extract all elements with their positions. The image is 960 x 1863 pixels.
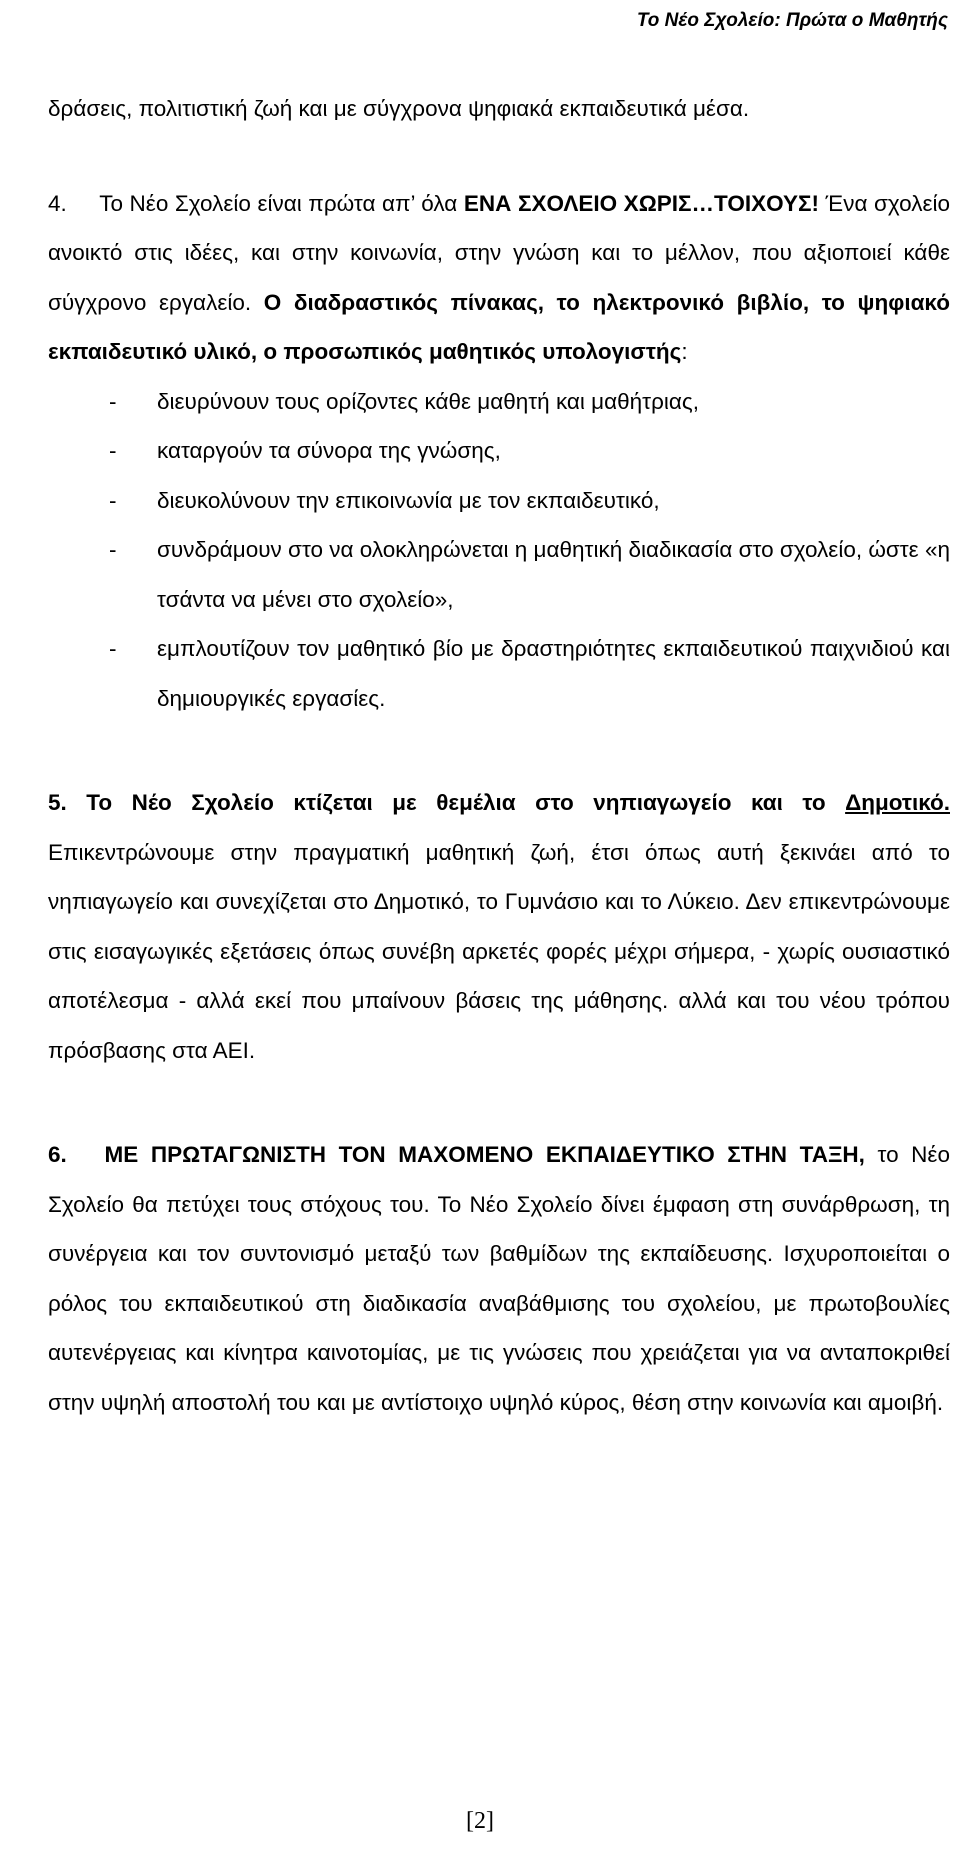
section-5-title: Το Νέο Σχολείο κτίζεται με θεμέλια στο νηπιαγωγείο και το [86,790,826,815]
intro-paragraph: δράσεις, πολιτιστική ζωή και με σύγχρονα ψηφιακά εκπαιδευτικά μέσα. [48,96,750,121]
section-4-number: 4. [48,190,67,216]
document-body [48,84,950,1427]
section-5-number: 5. [48,790,67,815]
section-6-text: το Νέο Σχολείο θα πετύχει τους στόχους του. Το Νέο Σχολείο δίνει έμφαση στη συνάρθρωση, τη συνέργεια και τον συντονισμό μεταξύ των βαθμίδων της εκπαίδευσης. Ισχυροποιείται ο ρόλος του εκπαιδευτικού στη διαδικασία αναβάθμισης του σχολείου, με πρωτοβουλίες αυτενέργειας και κίνητρα καινοτομίας, με τις γνώσεις που χρειάζεται για να ανταποκριθεί στην υψηλή αποστολή του και με αντίστοιχο υψηλό κύρος, θέση στην κοινωνία και αμοιβή. [48,1142,950,1415]
list-item: - εμπλουτίζουν τον μαθητικό βίο με δραστηριότητες εκπαιδευτικού παιχνιδιού και δημιουργικές εργασίες. [48,624,950,723]
section-4-lead: Το Νέο Σχολείο είναι πρώτα απ’ όλα [99,190,458,216]
list-item: - καταργούν τα σύνορα της γνώσης, [48,426,950,476]
list-item: - διευκολύνουν την επικοινωνία με τον εκπαιδευτικό, [48,476,950,526]
section-4-title: ΕΝΑ ΣΧΟΛΕΙΟ ΧΩΡΙΣ…ΤΟΙΧΟΥΣ! [463,190,819,216]
section-5-paragraph [48,778,950,1075]
section-4-bullet-list [48,377,950,724]
section-6-paragraph [48,1130,950,1427]
section-5-title-underlined: Δημοτικό. [845,790,950,815]
section-6-title: ΜΕ ΠΡΩΤΑΓΩΝΙΣΤΗ ΤΟΝ ΜΑΧΟΜΕΝΟ ΕΚΠΑΙΔΕΥΤΙΚΟ ΣΤΗΝ ΤΑΞΗ, [104,1142,865,1167]
running-header: Το Νέο Σχολείο: Πρώτα ο Μαθητής [636,10,948,31]
section-4-paragraph [48,179,950,377]
section-4-text: Ένα σχολείο ανοικτό στις ιδέες, και στην κοινωνία, στην γνώση και το μέλλον, που αξιοποιεί κάθε σύγχρονο εργαλείο. [48,190,950,315]
section-4-bold-text: Ο διαδραστικός πίνακας, το ηλεκτρονικό βιβλίο, το ψηφιακό εκπαιδευτικό υλικό, ο προσωπικός μαθητικός υπολογιστής [48,289,950,364]
list-item: - διευρύνουν τους ορίζοντες κάθε μαθητή και μαθήτριας, [48,377,950,427]
section-4-colon: : [681,339,688,364]
list-item: - συνδράμουν στο να ολοκληρώνεται η μαθητική διαδικασία στο σχολείο, ώστε «η τσάντα να μένει στο σχολείο», [48,525,950,624]
page-number: [2] [466,1808,494,1834]
section-6-number: 6. [48,1142,67,1167]
section-5-text: Επικεντρώνουμε στην πραγματική μαθητική ζωή, έτσι όπως αυτή ξεκινάει από το νηπιαγωγείο και συνεχίζεται στο Δημοτικό, το Γυμνάσιο και το Λύκειο. Δεν επικεντρώνουμε στις εισαγωγικές εξετάσεις όπως συνέβη αρκετές φορές μέχρι σήμερα, - χωρίς ουσιαστικό αποτέλεσμα - αλλά εκεί που μπαίνουν βάσεις της μάθησης. αλλά και του νέου τρόπου πρόσβασης στα ΑΕΙ. [48,839,950,1063]
